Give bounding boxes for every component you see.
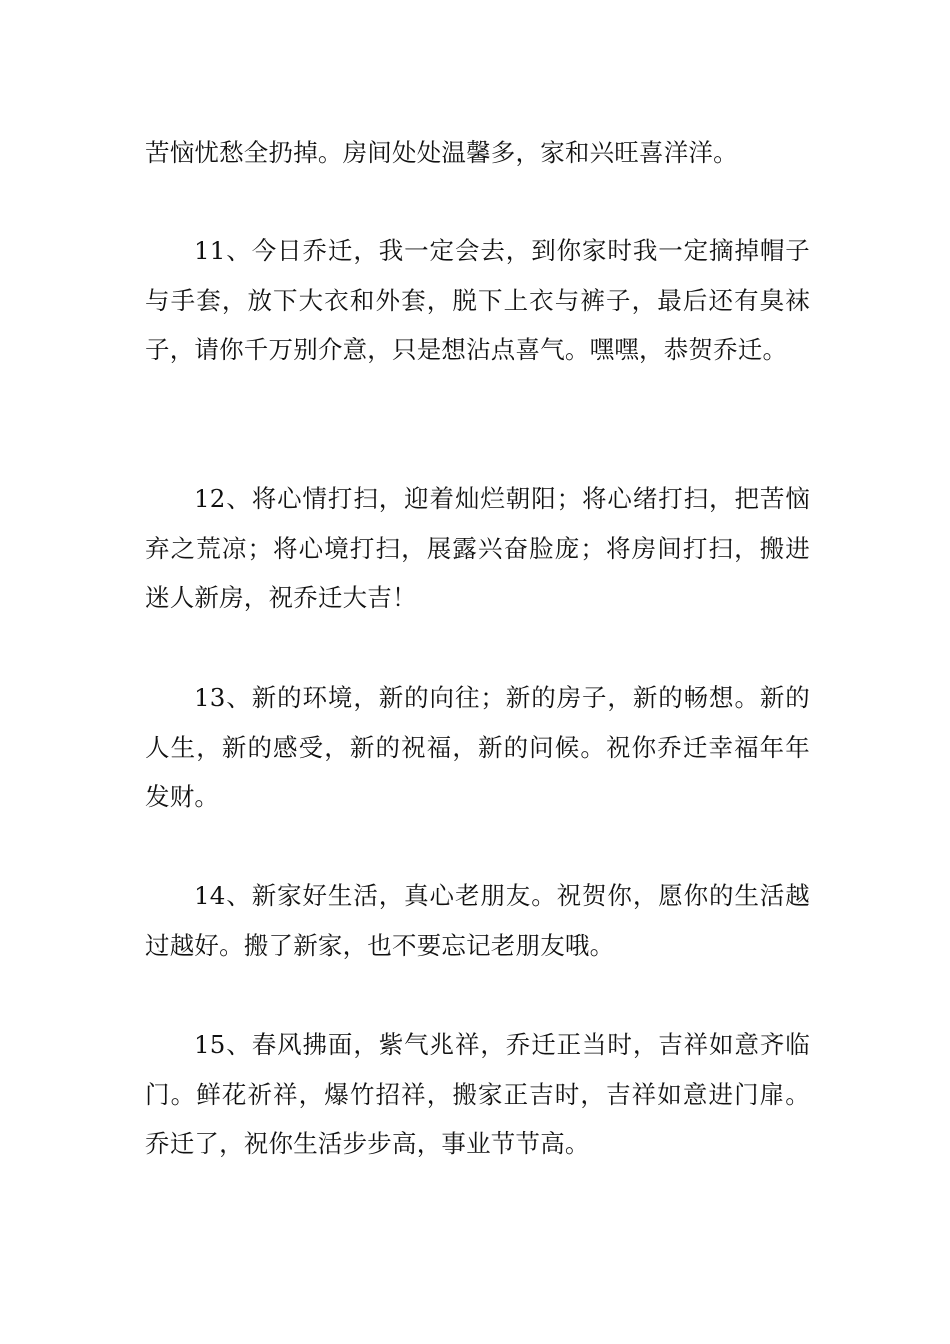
paragraph-12: 12、将心情打扫，迎着灿烂朝阳；将心绪打扫，把苦恼弃之荒凉；将心境打扫，展露兴奋脸庞；将房间打扫，搬进迷人新房，祝乔迁大吉！ xyxy=(145,484,810,612)
paragraph-continued: 苦恼忧愁全扔掉。房间处处温馨多，家和兴旺喜洋洋。 xyxy=(145,138,738,167)
paragraph-13: 13、新的环境，新的向往；新的房子，新的畅想。新的人生，新的感受，新的祝福，新的问候。祝你乔迁幸福年年发财。 xyxy=(145,683,810,811)
paragraph-15: 15、春风拂面，紫气兆祥，乔迁正当时，吉祥如意齐临门。鲜花祈祥，爆竹招祥，搬家正吉时，吉祥如意进门扉。乔迁了，祝你生活步步高，事业节节高。 xyxy=(145,1030,810,1158)
paragraph-14: 14、新家好生活，真心老朋友。祝贺你，愿你的生活越过越好。搬了新家，也不要忘记老朋友哦。 xyxy=(145,881,810,960)
paragraph-11: 11、今日乔迁，我一定会去，到你家时我一定摘掉帽子与手套，放下大衣和外套，脱下上衣与裤子，最后还有臭袜子，请你千万别介意，只是想沾点喜气。嘿嘿，恭贺乔迁。 xyxy=(145,236,810,364)
